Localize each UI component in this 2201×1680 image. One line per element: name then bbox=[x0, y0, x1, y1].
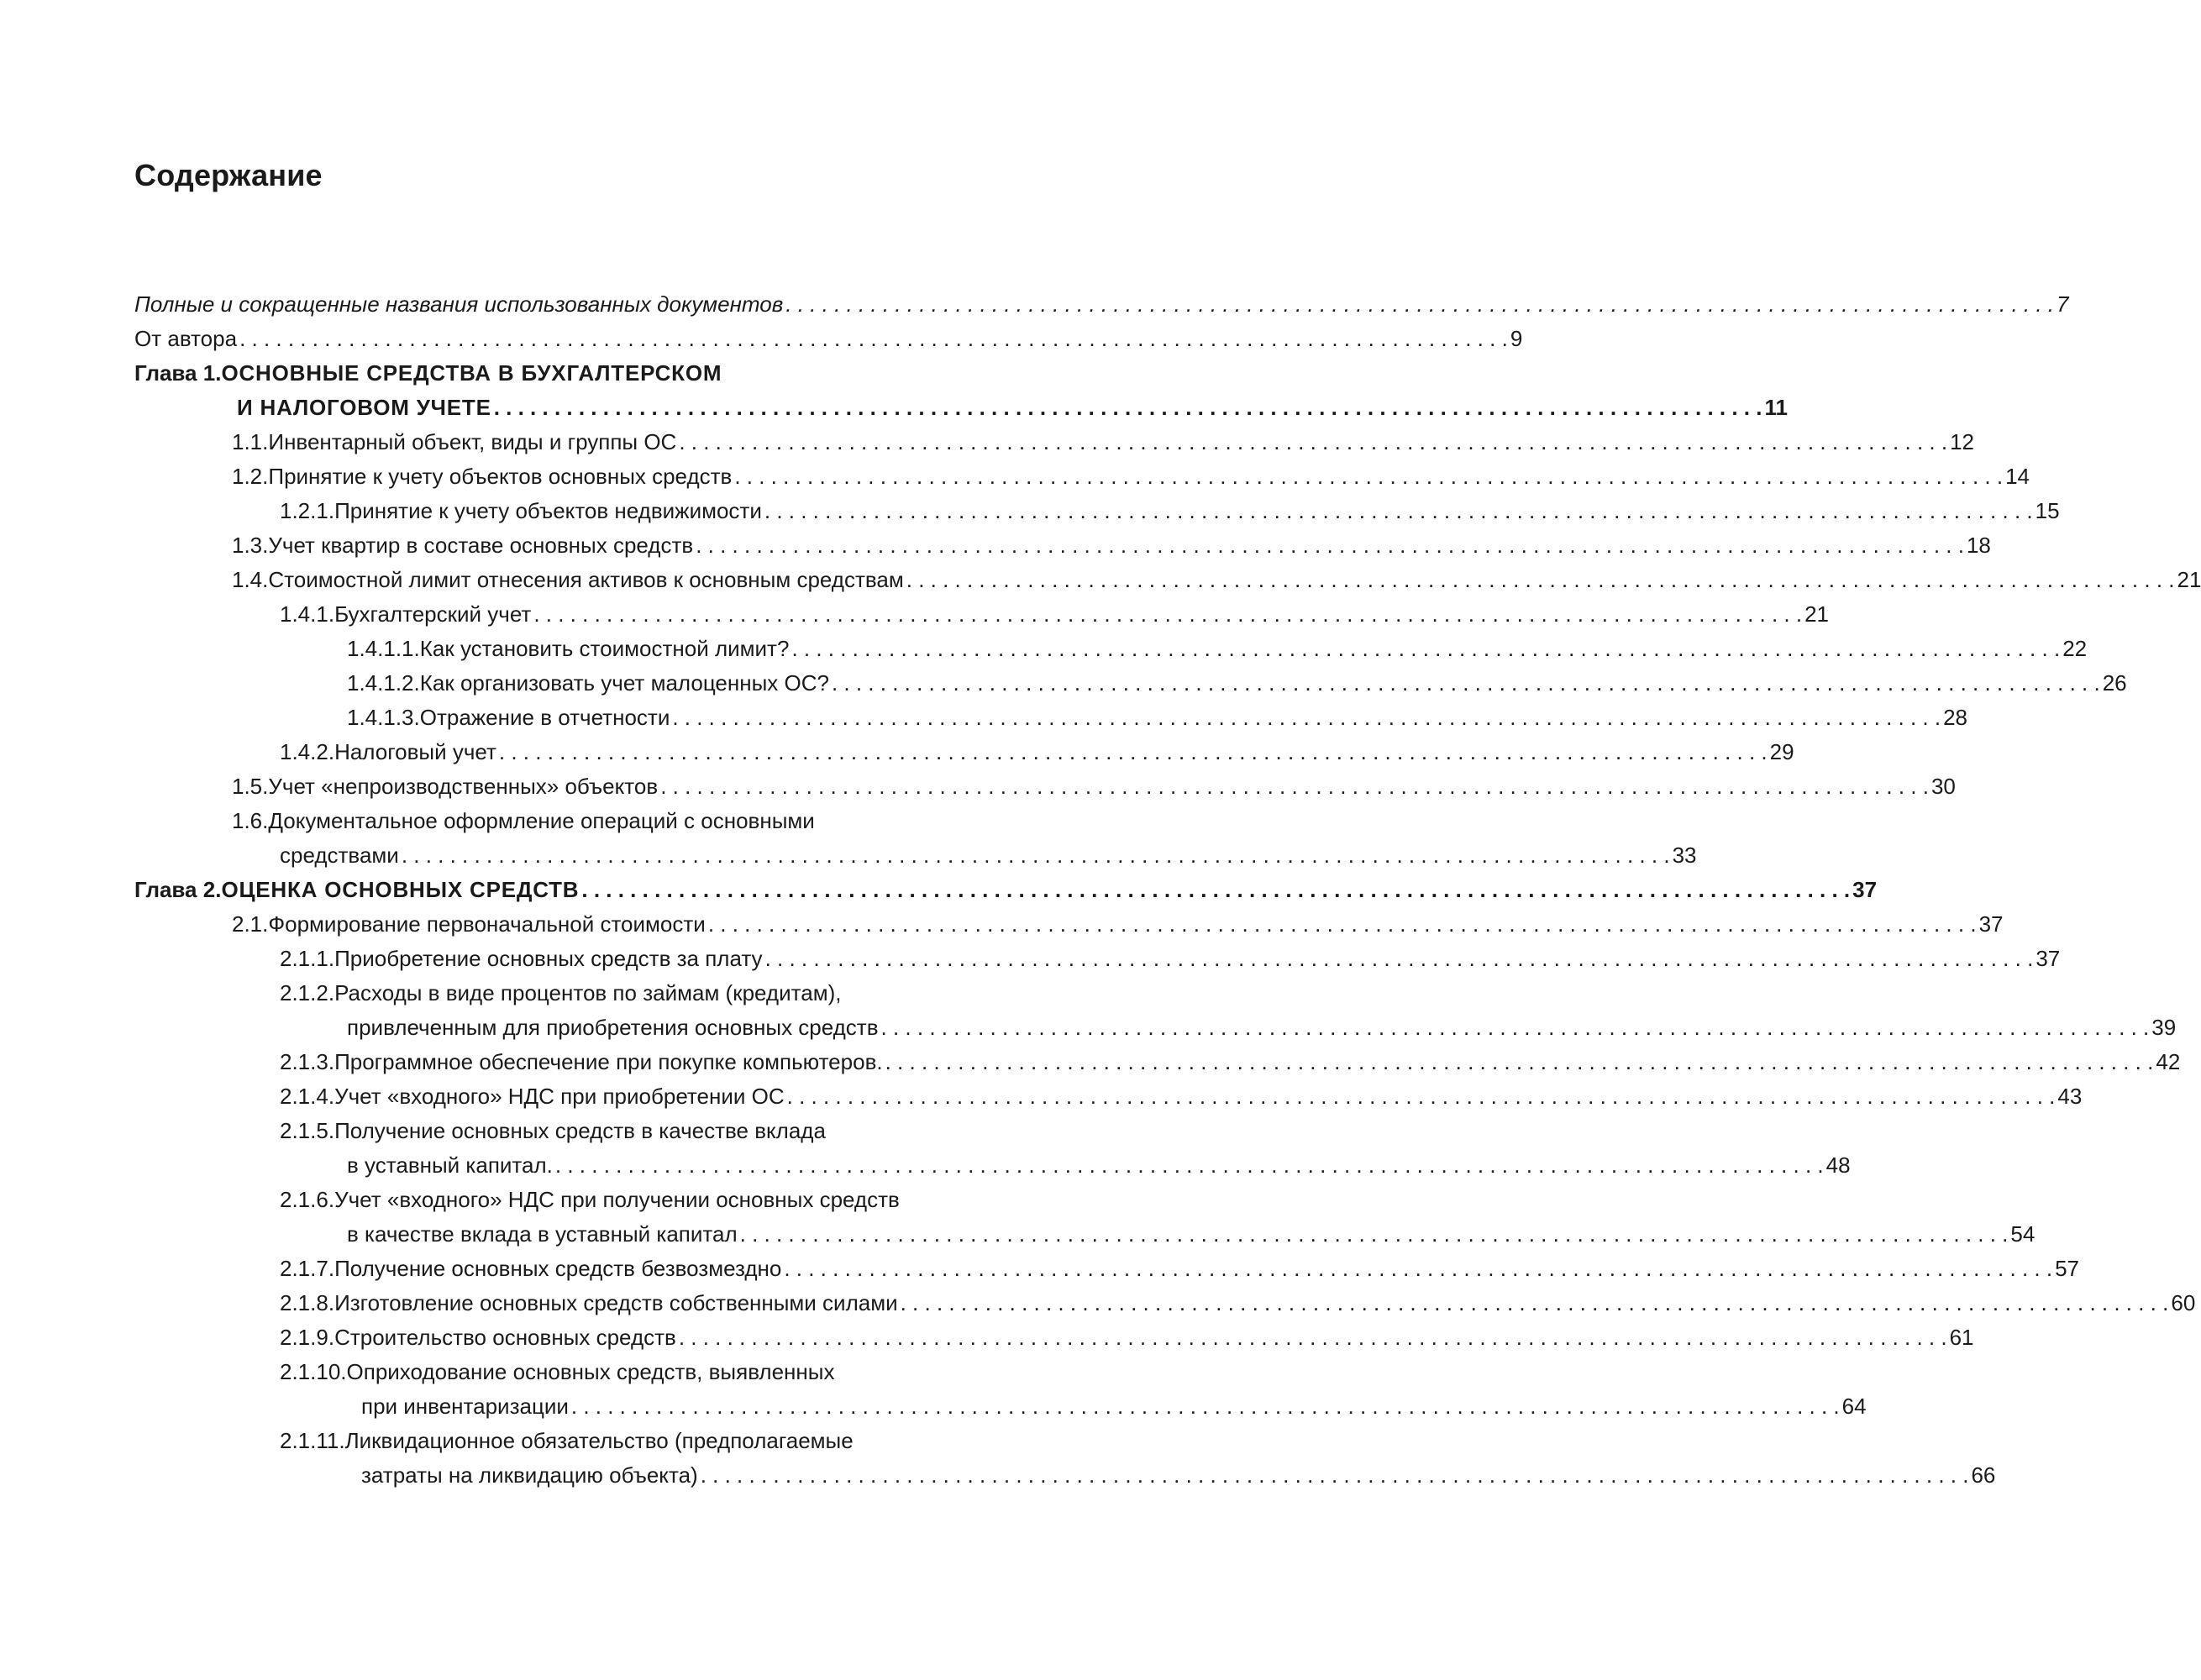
toc-entry[interactable] bbox=[134, 701, 1968, 735]
dot-leader bbox=[791, 632, 2060, 666]
dot-leader bbox=[832, 666, 2100, 701]
toc-entry-number: 2.1.10. bbox=[280, 1359, 347, 1384]
toc-entry[interactable] bbox=[134, 1320, 1974, 1355]
toc-entry-number: 1.2.1. bbox=[280, 498, 335, 523]
dot-leader bbox=[885, 1045, 2154, 1079]
toc-page-number: 21 bbox=[1804, 601, 1830, 627]
toc-page-number: 42 bbox=[2156, 1049, 2181, 1074]
toc-entry-title: Получение основных средств в качестве вклада bbox=[334, 1118, 826, 1143]
dot-leader bbox=[784, 1252, 2052, 1286]
toc-entry[interactable] bbox=[134, 1114, 1851, 1183]
toc-entry-title: Принятие к учету объектов основных средств bbox=[268, 464, 733, 489]
dot-leader bbox=[765, 942, 2034, 976]
dot-leader bbox=[906, 563, 2175, 597]
toc-entry[interactable] bbox=[134, 494, 2060, 528]
toc-entry-title: Документальное оформление операций с основными bbox=[268, 808, 815, 833]
dot-leader bbox=[533, 597, 1802, 632]
toc-page-number: 48 bbox=[1825, 1152, 1851, 1178]
toc-entry-number: 1.4.1.1. bbox=[347, 636, 420, 661]
toc-entry-title: Стоимостной лимит отнесения активов к основным средствам bbox=[268, 567, 904, 592]
dot-leader bbox=[679, 425, 1947, 459]
toc-entry-number: 2.1.5. bbox=[280, 1118, 335, 1143]
toc-entry-title: Принятие к учету объектов недвижимости bbox=[334, 498, 762, 523]
toc-page-number: 60 bbox=[2171, 1290, 2196, 1315]
dot-leader bbox=[764, 494, 2033, 528]
toc-entry-number: 1.5. bbox=[232, 774, 269, 799]
toc-entry-number: 2.1.3. bbox=[280, 1049, 335, 1074]
toc-entry-number: 2.1.2. bbox=[280, 980, 335, 1005]
toc-page-number: 11 bbox=[1764, 395, 1788, 420]
toc-entry-title: Как организовать учет малоценных ОС? bbox=[419, 670, 829, 696]
toc-entry-title: Полные и сокращенные названия использованных документов bbox=[134, 291, 784, 317]
toc-page-number: 64 bbox=[1841, 1394, 1867, 1419]
toc-entry[interactable] bbox=[134, 1252, 2079, 1286]
toc-entry-title-continued: в уставный капитал. bbox=[347, 1152, 553, 1178]
toc-entry-number: 1.1. bbox=[232, 429, 269, 454]
toc-page-number: 30 bbox=[1930, 774, 1956, 799]
toc-entry[interactable] bbox=[134, 632, 2088, 666]
dot-leader bbox=[239, 322, 1508, 356]
toc-page-number: 29 bbox=[1769, 739, 1794, 764]
toc-entry-title: Программное обеспечение при покупке компьютеров. bbox=[334, 1049, 883, 1074]
toc-entry-title: От автора bbox=[134, 326, 238, 351]
toc-page-number: 9 bbox=[1510, 326, 1523, 351]
toc-page-number: 28 bbox=[1943, 705, 1968, 730]
dot-leader bbox=[734, 459, 2003, 494]
dot-leader bbox=[499, 735, 1768, 769]
toc-page-number: 66 bbox=[1971, 1462, 1996, 1488]
toc-entry-number: 2.1.1. bbox=[280, 946, 335, 971]
toc-entry-number: 2.1.4. bbox=[280, 1084, 335, 1109]
toc-entry-title: Строительство основных средств bbox=[334, 1325, 676, 1350]
toc-entry[interactable] bbox=[134, 942, 2061, 976]
toc-entry[interactable] bbox=[134, 769, 1956, 804]
dot-leader bbox=[402, 838, 1670, 873]
toc-page-number: 61 bbox=[1949, 1325, 1974, 1350]
dot-leader bbox=[581, 873, 1850, 907]
toc-page-number: 14 bbox=[2005, 464, 2030, 489]
toc-entry-number: 2.1.6. bbox=[280, 1187, 335, 1212]
toc-entry-number: 1.4.2. bbox=[280, 739, 335, 764]
toc-entry-number: 2.1.8. bbox=[280, 1290, 335, 1315]
toc-entry-number: 1.6. bbox=[232, 808, 269, 833]
toc-entry-title-continued: при инвентаризации bbox=[361, 1394, 569, 1419]
toc-entry-title: Учет квартир в составе основных средств bbox=[268, 533, 694, 558]
toc-entry[interactable] bbox=[134, 1355, 1867, 1424]
toc-entry-number: Глава 2. bbox=[134, 877, 222, 902]
toc-page-number: 12 bbox=[1950, 429, 1974, 454]
toc-page-number: 22 bbox=[2062, 636, 2088, 661]
toc-entry-number: 2.1.11. bbox=[280, 1428, 345, 1453]
toc-entry[interactable] bbox=[134, 666, 2127, 701]
toc-entry-title: Приобретение основных средств за плату bbox=[334, 946, 763, 971]
toc-page-number: 7 bbox=[2057, 291, 2069, 317]
toc-entry[interactable] bbox=[134, 528, 1991, 563]
dot-leader bbox=[696, 528, 1964, 563]
page-title: Содержание bbox=[134, 158, 323, 192]
toc-entry-title-continued: привлеченным для приобретения основных средств bbox=[347, 1015, 879, 1040]
toc-entry-title: Ликвидационное обязательство (предполагаемые bbox=[344, 1428, 854, 1453]
toc-entry-title: Оприходование основных средств, выявленных bbox=[346, 1359, 835, 1384]
toc-page-number: 26 bbox=[2102, 670, 2127, 696]
toc-entry-title: Налоговый учет bbox=[334, 739, 496, 764]
toc-entry[interactable] bbox=[134, 907, 2004, 942]
toc-entry[interactable] bbox=[134, 459, 2030, 494]
dot-leader bbox=[660, 769, 1929, 804]
toc-entry-number: 2.1.7. bbox=[280, 1256, 335, 1281]
dot-leader bbox=[901, 1286, 2169, 1320]
toc-entry[interactable] bbox=[134, 735, 1794, 769]
toc-entry-title: Расходы в виде процентов по займам (кредитам), bbox=[334, 980, 842, 1005]
toc-page-number: 33 bbox=[1672, 843, 1697, 868]
toc-page-number: 43 bbox=[2057, 1084, 2083, 1109]
toc-entry-title: Получение основных средств безвозмездно bbox=[334, 1256, 782, 1281]
toc-entry-title: ОСНОВНЫЕ СРЕДСТВА В БУХГАЛТЕРСКОМ bbox=[221, 360, 722, 386]
toc-page-number: 18 bbox=[1966, 533, 1991, 558]
dot-leader bbox=[494, 391, 1762, 425]
toc-entry-title-continued: И НАЛОГОВОМ УЧЕТЕ bbox=[237, 395, 491, 420]
toc-entry-title: ОЦЕНКА ОСНОВНЫХ СРЕДСТВ bbox=[221, 877, 580, 902]
toc-entry[interactable] bbox=[134, 1286, 2196, 1320]
toc-entry[interactable] bbox=[134, 563, 2201, 597]
table-of-contents bbox=[134, 287, 2201, 1493]
toc-page-number: 57 bbox=[2055, 1256, 2079, 1281]
toc-entry-title-continued: средствами bbox=[280, 843, 399, 868]
toc-page-number: 15 bbox=[2035, 498, 2060, 523]
toc-entry[interactable] bbox=[134, 1045, 2181, 1079]
toc-chapter-entry[interactable] bbox=[134, 356, 1788, 425]
toc-entry-number: 2.1. bbox=[232, 911, 269, 937]
toc-page-number: 37 bbox=[1978, 911, 2004, 937]
toc-entry-title: Изготовление основных средств собственными силами bbox=[334, 1290, 898, 1315]
toc-entry-title: Учет «непроизводственных» объектов bbox=[268, 774, 659, 799]
toc-entry[interactable] bbox=[134, 597, 1830, 632]
toc-entry-title: Бухгалтерский учет bbox=[334, 601, 532, 627]
toc-entry-number: 1.2. bbox=[232, 464, 269, 489]
dot-leader bbox=[785, 287, 2054, 322]
toc-entry-number: 1.4.1.2. bbox=[347, 670, 420, 696]
toc-entry-title-continued: в качестве вклада в уставный капитал bbox=[347, 1221, 738, 1247]
toc-page-number: 37 bbox=[2036, 946, 2061, 971]
toc-entry-title: Отражение в отчетности bbox=[419, 705, 670, 730]
dot-leader bbox=[672, 701, 1941, 735]
toc-entry-number: 1.3. bbox=[232, 533, 269, 558]
dot-leader bbox=[571, 1389, 1840, 1424]
dot-leader bbox=[740, 1217, 2009, 1252]
toc-entry-title: Учет «входного» НДС при получении основных средств bbox=[334, 1187, 900, 1212]
toc-entry-title-continued: затраты на ликвидацию объекта) bbox=[361, 1462, 698, 1488]
toc-entry-title: Как установить стоимостной лимит? bbox=[419, 636, 790, 661]
toc-entry[interactable] bbox=[134, 1183, 2036, 1252]
dot-leader bbox=[708, 907, 1977, 942]
toc-entry-title: Учет «входного» НДС при приобретении ОС bbox=[334, 1084, 785, 1109]
toc-page-number: 37 bbox=[1852, 877, 1878, 902]
dot-leader bbox=[679, 1320, 1947, 1355]
toc-entry-title: Формирование первоначальной стоимости bbox=[268, 911, 706, 937]
toc-entry-number: 2.1.9. bbox=[280, 1325, 335, 1350]
toc-entry[interactable] bbox=[134, 1079, 2083, 1114]
toc-entry[interactable] bbox=[134, 425, 1974, 459]
toc-entry-number: Глава 1. bbox=[134, 360, 222, 386]
dot-leader bbox=[701, 1458, 1969, 1493]
toc-page-number: 21 bbox=[2177, 567, 2201, 592]
toc-entry-number: 1.4. bbox=[232, 567, 269, 592]
toc-entry[interactable] bbox=[134, 322, 1523, 356]
dot-leader bbox=[555, 1148, 1824, 1183]
toc-entry[interactable] bbox=[134, 804, 1697, 873]
toc-chapter-entry[interactable] bbox=[134, 873, 1878, 907]
toc-entry[interactable] bbox=[134, 976, 2177, 1045]
toc-page-number: 39 bbox=[2151, 1015, 2177, 1040]
dot-leader bbox=[881, 1011, 2150, 1045]
toc-page-number: 54 bbox=[2010, 1221, 2036, 1247]
dot-leader bbox=[787, 1079, 2056, 1114]
toc-entry[interactable] bbox=[134, 1424, 1996, 1493]
toc-entry-title: Инвентарный объект, виды и группы ОС bbox=[268, 429, 677, 454]
toc-entry-number: 1.4.1. bbox=[280, 601, 335, 627]
toc-entry[interactable] bbox=[134, 287, 2069, 322]
toc-entry-number: 1.4.1.3. bbox=[347, 705, 420, 730]
